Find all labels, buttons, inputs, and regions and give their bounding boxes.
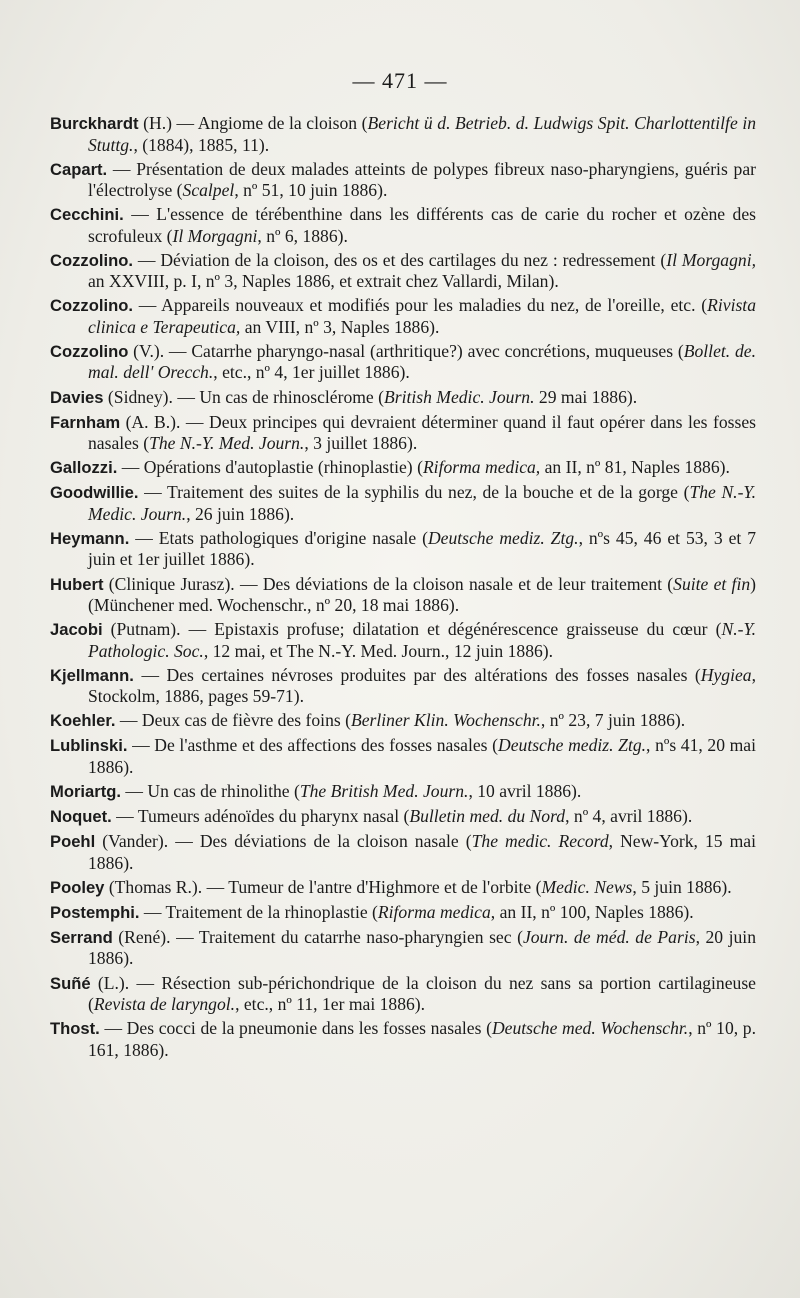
- bibliography-entry: [50, 806, 756, 828]
- entry-journal: Riforma medica,: [422, 457, 541, 478]
- entry-title: — Tumeurs adénoïdes du pharynx nasal (: [116, 806, 410, 827]
- entry-author-detail: (L.).: [97, 972, 130, 993]
- entry-title: — Deux cas de fièvre des foins (: [119, 710, 351, 731]
- entry-title: — Un cas de rhinolithe (: [125, 781, 300, 801]
- entry-author: Jacobi: [50, 620, 103, 640]
- entry-author-detail: (H.): [143, 113, 172, 133]
- entry-journal: Rivista clinica e Terapeutica,: [88, 295, 756, 337]
- entry-journal: Bollet. de. mal. dell' Orecch.: [88, 340, 756, 383]
- entry-author: Burckhardt: [50, 114, 139, 133]
- bibliography-entry: [50, 387, 756, 409]
- entry-journal: Deutsche med. Wochenschr.: [491, 1018, 689, 1039]
- entry-journal: Suite et fin: [673, 573, 751, 594]
- entry-citation: , nº 6, 1886).: [257, 225, 348, 246]
- entry-title: — Catarrhe pharyngo-nasal (arthritique?) avec concrétions, muqueuses (: [168, 340, 684, 361]
- entry-title: — De l'asthme et des affections des fosses nasales (: [132, 735, 499, 756]
- entry-title: — Déviation de la cloison, des os et des cartilages du nez : redressement (: [137, 249, 667, 270]
- entry-journal: Bericht ü d. Betrieb. d. Ludwigs Spit. Charlottentilfe in Stuttg.: [88, 113, 757, 155]
- entry-journal: Bulletin med. du Nord: [409, 806, 566, 827]
- entry-author-detail: (Clinique Jurasz).: [108, 573, 235, 594]
- entry-title: — L'essence de térébenthine dans les différents cas de carie du rocher et ozène des scrofuleux (: [88, 204, 756, 246]
- entry-citation: , (1884), 1885, 11).: [133, 134, 270, 155]
- entry-journal: The British Med. Journ.: [299, 781, 469, 801]
- entry-title: — Opérations d'autoplastie (rhinoplastie) (: [121, 457, 423, 478]
- entry-citation: , nºs 45, 46 et 53, 3 et 7 juin et 1er juillet 1886).: [88, 527, 756, 570]
- entry-journal: Hygiea: [700, 664, 752, 685]
- entry-journal: The medic. Record: [471, 831, 609, 852]
- bibliography-entry: [50, 927, 756, 969]
- bibliography-entry: [50, 113, 756, 155]
- entry-author: Gallozzi.: [50, 458, 118, 478]
- bibliography-entry: [50, 295, 756, 337]
- entry-citation: , nºs 41, 20 mai 1886).: [88, 735, 757, 777]
- entry-citation: , 5 juin 1886).: [632, 876, 732, 897]
- entry-author: Moriartg.: [50, 782, 121, 801]
- entry-author: Postemphi.: [50, 902, 140, 922]
- entry-journal: Revista de laryngol.: [93, 994, 236, 1015]
- bibliography-entry: [50, 781, 756, 803]
- entry-citation: , 12 mai, et The N.-Y. Med. Journ., 12 juin 1886).: [203, 640, 554, 661]
- bibliography-entry: [50, 528, 756, 570]
- entry-author: Noquet.: [50, 807, 112, 827]
- entry-author-detail: (Vander).: [102, 831, 169, 852]
- entry-author-detail: (A. B.).: [125, 411, 181, 432]
- bibliography-entry: [50, 159, 756, 201]
- entry-title: — Epistaxis profuse; dilatation et dégénérescence graisseuse du cœur (: [188, 619, 722, 640]
- bibliography-entry: [50, 204, 756, 246]
- entry-citation: an XXVIII, p. I, nº 3, Naples 1886, et extrait chez Vallardi, Milan).: [88, 271, 559, 292]
- bibliography-list: [50, 113, 756, 1064]
- bibliography-entry: [50, 665, 756, 707]
- entry-title: — Des déviations de la cloison nasale et de leur traitement (: [239, 573, 674, 594]
- entry-title: — Tumeur de l'antre d'Highmore et de l'orbite (: [206, 876, 542, 897]
- bibliography-entry: [50, 482, 756, 524]
- entry-citation: , 10 avril 1886).: [468, 781, 582, 801]
- bibliography-entry: [50, 877, 756, 899]
- entry-citation: , etc., nº 11, 1er mai 1886).: [235, 994, 426, 1015]
- entry-journal: Riforma medica: [377, 901, 491, 922]
- entry-author: Cozzolino.: [50, 296, 133, 316]
- bibliography-entry: [50, 973, 756, 1015]
- entry-author: Poehl: [50, 832, 96, 852]
- bibliography-entry: [50, 902, 756, 924]
- bibliography-entry: [50, 250, 756, 292]
- entry-author: Heymann.: [50, 528, 130, 548]
- entry-journal: The N.-Y. Med. Journ.: [149, 433, 305, 454]
- entry-citation: , an II, nº 100, Naples 1886).: [490, 901, 694, 922]
- bibliography-entry: [50, 574, 756, 616]
- entry-journal: N.-Y. Pathologic. Soc.: [88, 619, 757, 661]
- entry-title: — Des cocci de la pneumonie dans les fosses nasales (: [104, 1018, 492, 1039]
- entry-citation: , nº 23, 7 juin 1886).: [540, 710, 686, 731]
- entry-citation: , nº 4, avril 1886).: [565, 806, 693, 827]
- entry-journal: The N.-Y. Medic. Journ.: [88, 482, 756, 524]
- entry-citation: 29 mai 1886).: [534, 386, 638, 407]
- entry-author: Kjellmann.: [50, 665, 134, 685]
- entry-journal: Medic. News: [541, 876, 633, 897]
- entry-author: Farnham: [50, 412, 121, 432]
- entry-author: Suñé: [50, 973, 91, 993]
- entry-title: — Un cas de rhinosclérome (: [177, 386, 384, 407]
- entry-journal: Berliner Klin. Wochenschr.: [350, 710, 541, 731]
- entry-citation: , 20 juin 1886).: [88, 926, 756, 969]
- bibliography-entry: [50, 457, 756, 479]
- entry-title: — Traitement des suites de la syphilis du nez, de la bouche et de la gorge (: [144, 482, 690, 503]
- entry-citation: an VIII, nº 3, Naples 1886).: [240, 316, 440, 337]
- bibliography-entry: [50, 341, 756, 383]
- entry-title: — Des déviations de la cloison nasale (: [175, 831, 472, 852]
- entry-title: — Deux principes qui devraient déterminer quand il faut opérer dans les fosses nasales (: [88, 411, 756, 454]
- entry-citation: , New-York, 15 mai 1886).: [88, 831, 756, 873]
- entry-citation: , 3 juillet 1886).: [304, 433, 418, 454]
- entry-author: Pooley: [50, 877, 105, 897]
- entry-author: Lublinski.: [50, 736, 128, 756]
- entry-journal: Journ. de méd. de Paris: [522, 926, 696, 947]
- bibliography-entry: [50, 831, 756, 873]
- entry-citation: , nº 51, 10 juin 1886).: [234, 180, 388, 201]
- bibliography-entry: [50, 735, 756, 777]
- entry-author: Cozzolino.: [50, 250, 133, 270]
- entry-title: — Traitement de la rhinoplastie (: [143, 901, 378, 922]
- entry-author: Koehler.: [50, 711, 116, 731]
- entry-author-detail: (V.).: [133, 340, 165, 361]
- entry-journal: Il Morgagni: [172, 225, 258, 246]
- entry-journal: Deutsche mediz. Ztg.: [498, 735, 647, 756]
- entry-title: — Résection sub-périchondrique de la cloison du nez sans sa portion cartilagineuse (: [88, 972, 756, 1015]
- entry-author: Davies: [50, 387, 104, 407]
- entry-author: Capart.: [50, 159, 108, 179]
- entry-title: — Etats pathologiques d'origine nasale (: [135, 527, 428, 548]
- entry-citation: , nº 10, p. 161, 1886).: [88, 1018, 756, 1060]
- entry-title: — Appareils nouveaux et modifiés pour les maladies du nez, de l'oreille, etc. (: [138, 295, 708, 316]
- bibliography-entry: [50, 412, 756, 454]
- page-number: — 471 —: [352, 68, 448, 93]
- entry-author: Thost.: [50, 1019, 100, 1039]
- entry-title: — Présentation de deux malades atteints de polypes fibreux naso-pharyngiens, guéris par l'électrolyse (: [88, 158, 756, 201]
- entry-author: Goodwillie.: [50, 483, 139, 503]
- entry-citation: ) (Münchener med. Wochenschr., nº 20, 18 mai 1886).: [88, 573, 756, 616]
- entry-citation: an II, nº 81, Naples 1886).: [540, 457, 730, 478]
- entry-author-detail: (Sidney).: [107, 386, 173, 407]
- entry-title: — Des certaines névroses produites par des altérations des fosses nasales (: [141, 664, 701, 685]
- entry-author: Cecchini.: [50, 205, 124, 225]
- entry-author-detail: (Putnam).: [110, 619, 181, 640]
- entry-citation: , Stockolm, 1886, pages 59-71).: [88, 664, 756, 707]
- entry-author: Cozzolino: [50, 341, 129, 361]
- entry-title: — Traitement du catarrhe naso-pharyngien sec (: [176, 926, 523, 947]
- bibliography-entry: [50, 1018, 756, 1060]
- bibliography-entry: [50, 619, 756, 661]
- entry-author: Hubert: [50, 574, 104, 594]
- entry-author: Serrand: [50, 927, 113, 947]
- entry-citation: , 26 juin 1886).: [186, 503, 295, 524]
- entry-author-detail: (Thomas R.).: [108, 876, 203, 897]
- entry-journal: Scalpel: [182, 180, 235, 201]
- entry-journal: Deutsche mediz. Ztg.: [427, 527, 579, 548]
- bibliography-entry: [50, 710, 756, 732]
- entry-journal: British Medic. Journ.: [384, 386, 535, 407]
- entry-title: — Angiome de la cloison (: [176, 113, 368, 133]
- entry-citation: , etc., nº 4, 1er juillet 1886).: [213, 362, 410, 383]
- entry-author-detail: (René).: [118, 926, 171, 947]
- entry-journal: Il Morgagni,: [666, 249, 756, 270]
